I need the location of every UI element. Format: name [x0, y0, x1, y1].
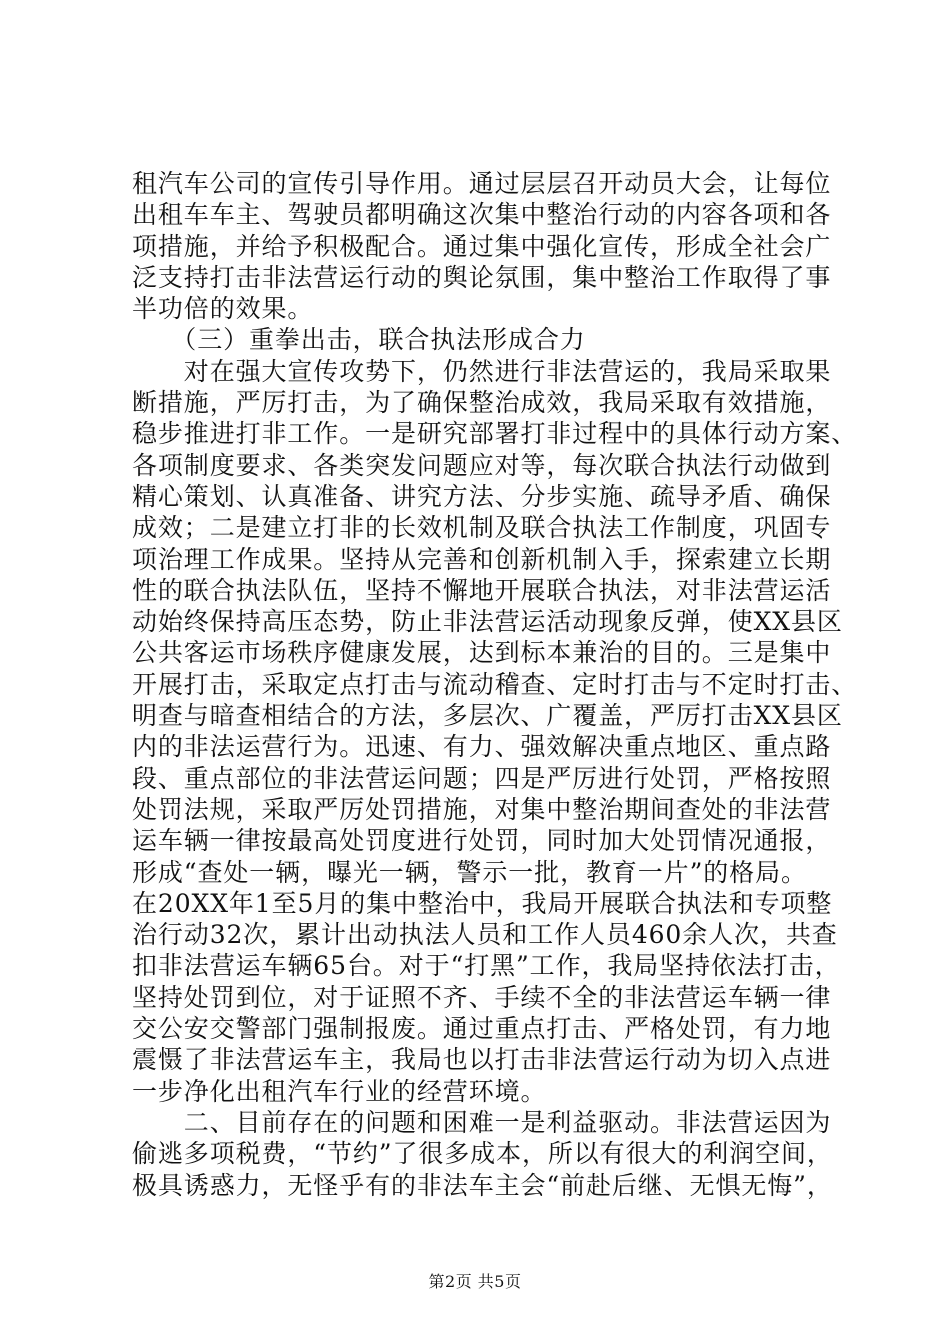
- text-line: 明查与暗查相结合的方法，多层次、广覆盖，严厉打击XX县区: [132, 701, 843, 731]
- text-line: 治行动32次，累计出动执法人员和工作人员460余人次，共查: [132, 920, 838, 950]
- text-line: 各项制度要求、各类突发问题应对等，每次联合执法行动做到: [132, 450, 832, 480]
- text-line: 扣非法营运车辆65台。对于“打黑”工作，我局坚持依法打击，: [132, 951, 841, 981]
- text-line: 动始终保持高压态势，防止非法营运活动现象反弹，使XX县区: [132, 607, 843, 637]
- text-line: 形成“查处一辆，曝光一辆，警示一批，教育一片”的格局。: [132, 857, 807, 887]
- text-line: 二、目前存在的问题和困难一是利益驱动。非法营运因为: [132, 1107, 832, 1137]
- text-line: 交公安交警部门强制报废。通过重点打击、严格处罚，有力地: [132, 1014, 832, 1044]
- body-text: [132, 168, 858, 1201]
- text-line: 泛支持打击非法营运行动的舆论氛围，集中整治工作取得了事: [132, 262, 832, 292]
- text-line: 开展打击，采取定点打击与流动稽查、定时打击与不定时打击、: [132, 669, 858, 699]
- text-line: 内的非法运营行为。迅速、有力、强效解决重点地区、重点路: [132, 732, 832, 762]
- text-line: 坚持处罚到位，对于证照不齐、手续不全的非法营运车辆一律: [132, 982, 832, 1012]
- text-line: 公共客运市场秩序健康发展，达到标本兼治的目的。三是集中: [132, 638, 832, 668]
- text-line: 偷逃多项税费，“节约”了很多成本，所以有很大的利润空间，: [132, 1139, 833, 1169]
- text-line: 项措施，并给予积极配合。通过集中强化宣传，形成全社会广: [132, 231, 832, 261]
- text-line: 项治理工作成果。坚持从完善和创新机制入手，探索建立长期: [132, 544, 832, 574]
- text-line: 成效；二是建立打非的长效机制及联合执法工作制度，巩固专: [132, 513, 832, 543]
- text-line: 性的联合执法队伍，坚持不懈地开展联合执法，对非法营运活: [132, 575, 832, 605]
- text-line: 租汽车公司的宣传引导作用。通过层层召开动员大会，让每位: [132, 169, 832, 198]
- text-line: 极具诱惑力，无怪乎有的非法车主会“前赴后继、无惧无悔”，: [132, 1170, 833, 1200]
- text-line: 震慑了非法营运车主，我局也以打击非法营运行动为切入点进: [132, 1045, 832, 1075]
- text-line: 出租车车主、驾驶员都明确这次集中整治行动的内容各项和各: [132, 200, 832, 230]
- text-line: 段、重点部位的非法营运问题；四是严厉进行处罚，严格按照: [132, 763, 832, 793]
- text-line: 对在强大宣传攻势下，仍然进行非法营运的，我局采取果: [132, 356, 832, 386]
- section-heading: （三）重拳出击，联合执法形成合力: [132, 325, 586, 355]
- text-line: 在20XX年1至5月的集中整治中，我局开展联合执法和专项整: [132, 888, 833, 918]
- text-line: 稳步推进打非工作。一是研究部署打非过程中的具体行动方案、: [132, 419, 858, 449]
- text-line: 断措施，严厉打击，为了确保整治成效，我局采取有效措施，: [132, 388, 832, 418]
- text-line: 精心策划、认真准备、讲究方法、分步实施、疏导矛盾、确保: [132, 481, 832, 511]
- page-number-footer: 第2页 共5页: [428, 1272, 522, 1291]
- text-line: 处罚法规，采取严厉处罚措施，对集中整治期间查处的非法营: [132, 794, 832, 824]
- text-line: 运车辆一律按最高处罚度进行处罚，同时加大处罚情况通报，: [132, 826, 832, 856]
- text-line: 半功倍的效果。: [132, 294, 314, 324]
- text-line: 一步净化出租汽车行业的经营环境。: [132, 1076, 547, 1106]
